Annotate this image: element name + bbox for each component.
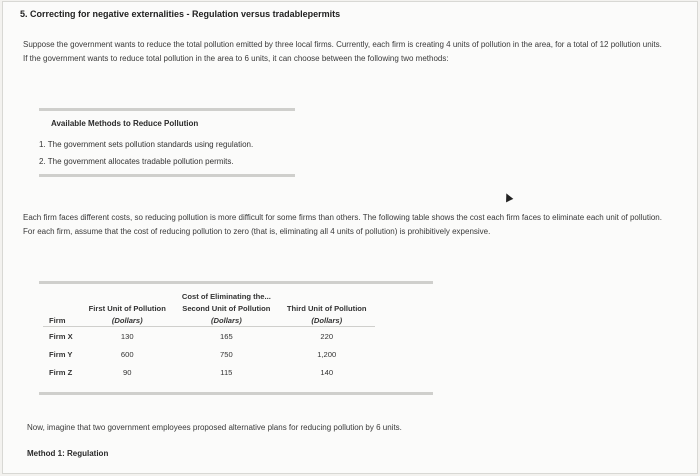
unit-label: (Dollars) — [279, 314, 375, 327]
methods-bottom-rule — [39, 174, 295, 177]
method-item: 1. The government sets pollution standards using regulation. — [39, 140, 254, 149]
cost-third: 1,200 — [317, 349, 337, 359]
table-row — [43, 363, 375, 381]
methods-list — [39, 136, 253, 170]
cost-second: 115 — [220, 367, 233, 377]
cost-paragraph: Each firm faces different costs, so reducing pollution is more difficult for some firms than others. The following table shows the cost each firm faces to eliminate each unit of pollution. For each firm, assume that the cost of reducing pollution to zero (that is, eliminating all 4 units of pollution) is prohibitively expensive. — [23, 213, 662, 236]
cost-second: 165 — [220, 331, 233, 341]
cost-first: 600 — [120, 349, 134, 359]
cost-first: 130 — [120, 331, 134, 341]
cost-first: 90 — [123, 367, 132, 377]
cost-third: 220 — [320, 331, 334, 341]
firm-name: Firm Z — [49, 367, 73, 377]
question-page — [2, 1, 698, 474]
unit-label: (Dollars) — [174, 314, 279, 327]
firm-name: Firm Y — [49, 349, 73, 359]
methods-heading: Available Methods to Reduce Pollution — [51, 119, 199, 128]
cost-table — [43, 290, 375, 381]
firm-name: Firm X — [49, 331, 73, 341]
col-header-firm: Firm — [43, 314, 81, 327]
table-group-header: Cost of Eliminating the... — [181, 291, 271, 301]
table-top-rule — [39, 281, 433, 284]
intro-paragraph: Suppose the government wants to reduce the total pollution emitted by three local firms. Currently, each firm is creating 4 units of pollution in the area, for a total of 12 pollution units. If the government wants to reduce total pollution in the area to 6 units, it can choose between the following two methods: — [23, 40, 662, 63]
table-row — [43, 327, 375, 346]
col-header-third: Third Unit of Pollution — [286, 303, 367, 313]
col-header-first: First Unit of Pollution — [88, 303, 166, 313]
col-header-second: Second Unit of Pollution — [182, 303, 271, 313]
methods-top-rule — [39, 108, 295, 111]
cost-second: 750 — [220, 349, 233, 359]
method-item: 2. The government allocates tradable pollution permits. — [39, 157, 234, 166]
cost-third: 140 — [320, 367, 334, 377]
method1-heading: Method 1: Regulation — [27, 449, 109, 458]
table-bottom-rule — [39, 392, 433, 395]
table-row — [43, 345, 375, 363]
question-title: 5. Correcting for negative externalities - Regulation versus tradablepermits — [20, 9, 341, 19]
unit-label: (Dollars) — [81, 314, 174, 327]
followup-paragraph: Now, imagine that two government employees proposed alternative plans for reducing pollution by 6 units. — [27, 423, 402, 432]
mouse-cursor-icon — [503, 192, 514, 203]
